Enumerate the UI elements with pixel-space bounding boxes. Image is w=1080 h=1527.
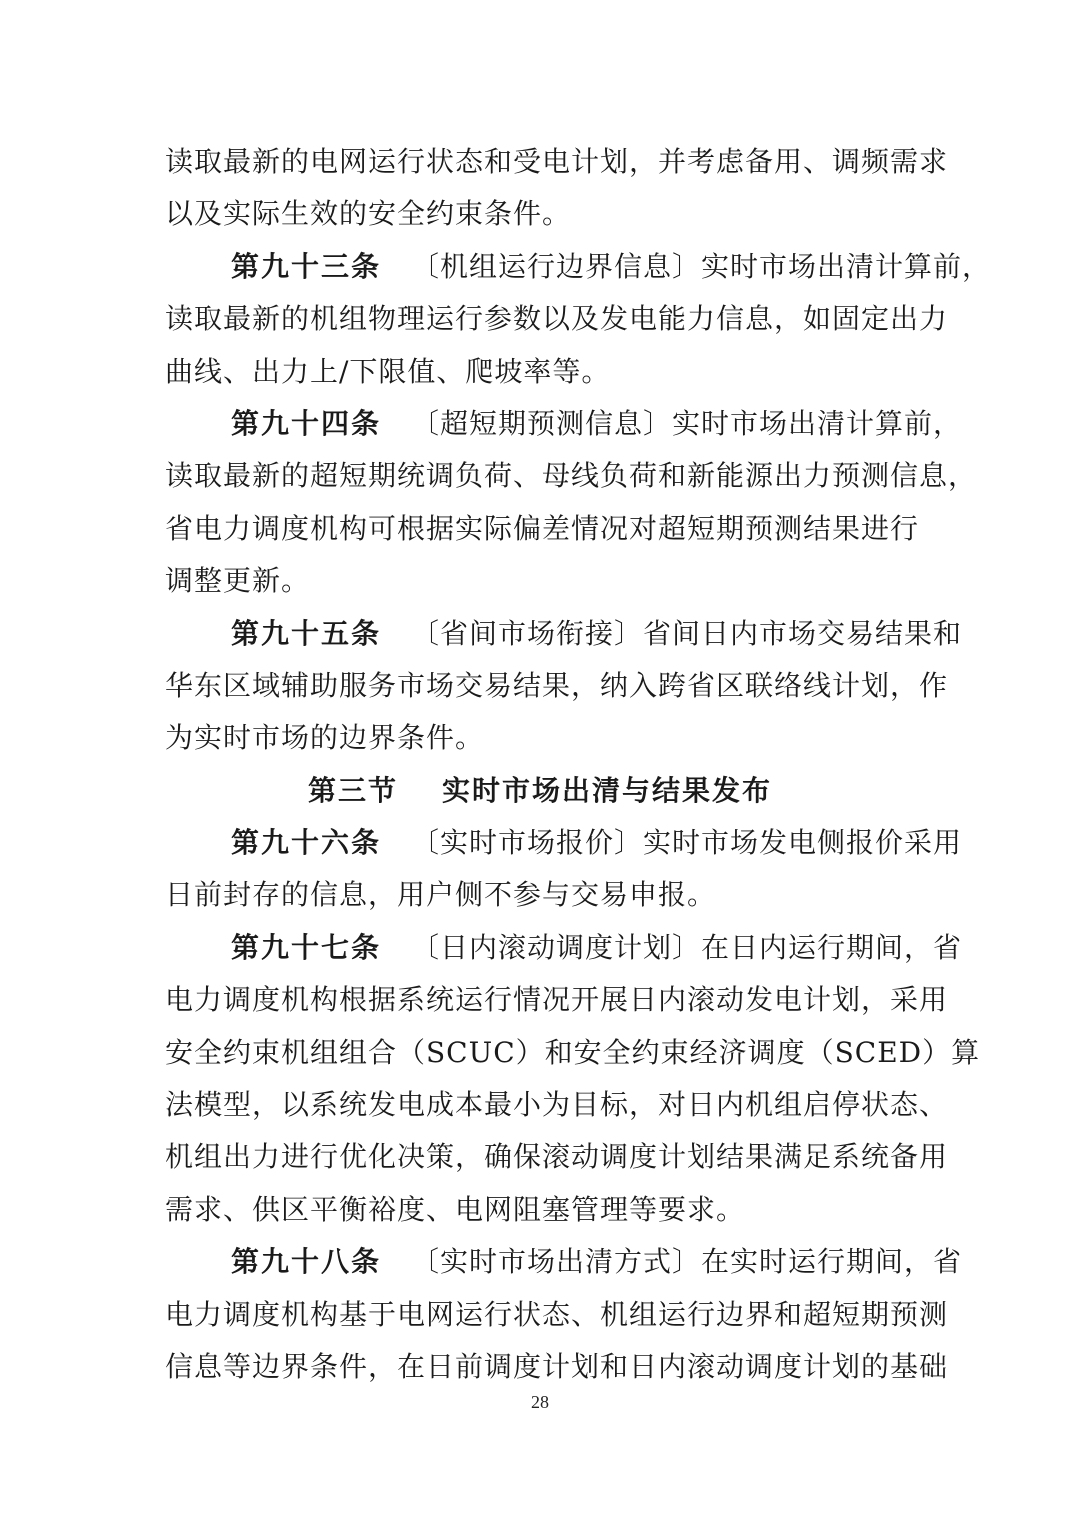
body-line: 读取最新的机组物理运行参数以及发电能力信息，如固定出力 [165,302,949,336]
article-line [165,241,992,293]
article-line [165,922,963,974]
article-text: 〔省间市场衔接〕省间日内市场交易结果和 [411,616,963,650]
body-line: 法模型，以系统发电成本最小为目标，对日内机组启停状态、 [165,1088,949,1122]
article-text: 〔超短期预测信息〕实时市场出清计算前， [411,406,963,440]
article-line [165,1236,963,1288]
body-line: 读取最新的电网运行状态和受电计划，并考虑备用、调频需求 [165,145,949,178]
article-text: 〔日内滚动调度计划〕在日内运行期间，省 [411,930,963,964]
article-line [165,398,963,450]
body-line: 需求、供区平衡裕度、电网阻塞管理等要求。 [165,1192,746,1226]
section-title: 实时市场出清与结果发布 [442,773,773,807]
body-line: 机组出力进行优化决策，确保滚动调度计划结果满足系统备用 [165,1140,949,1174]
body-line: 省电力调度机构可根据实际偏差情况对超短期预测结果进行 [165,511,920,545]
article-number: 第九十六条 [231,826,382,860]
section-number: 第三节 [307,773,398,807]
body-line: 读取最新的超短期统调负荷、母线负荷和新能源出力预测信息， [165,459,978,493]
article-line [165,817,963,869]
article-number: 第九十三条 [231,249,382,283]
article-number: 第九十七条 [231,930,382,964]
body-line: 华东区域辅助服务市场交易结果，纳入跨省区联络线计划，作 [165,668,949,702]
body-line: 信息等边界条件，在日前调度计划和日内滚动调度计划的基础 [165,1349,949,1383]
body-line: 调整更新。 [165,564,311,598]
article-number: 第九十五条 [231,616,382,650]
body-line: 为实时市场的边界条件。 [165,721,485,755]
body-line: 以及实际生效的安全约束条件。 [165,197,572,231]
body-line: 电力调度机构基于电网运行状态、机组运行边界和超短期预测 [165,1297,949,1331]
document-body [165,136,992,1393]
body-line: 曲线、出力上/下限值、爬坡率等。 [165,354,611,388]
section-heading [165,765,915,817]
article-number: 第九十八条 [231,1245,382,1279]
article-text: 〔实时市场报价〕实时市场发电侧报价采用 [411,826,963,860]
page-number: 28 [531,1392,549,1412]
body-line: 日前封存的信息，用户侧不参与交易申报。 [165,878,717,912]
article-text: 〔机组运行边界信息〕实时市场出清计算前， [411,249,992,283]
article-text: 〔实时市场出清方式〕在实时运行期间，省 [411,1245,963,1279]
article-line [165,608,963,660]
body-line: 安全约束机组组合（SCUC）和安全约束经济调度（SCED）算 [165,1035,981,1069]
article-number: 第九十四条 [231,406,382,440]
body-line: 电力调度机构根据系统运行情况开展日内滚动发电计划，采用 [165,983,949,1017]
